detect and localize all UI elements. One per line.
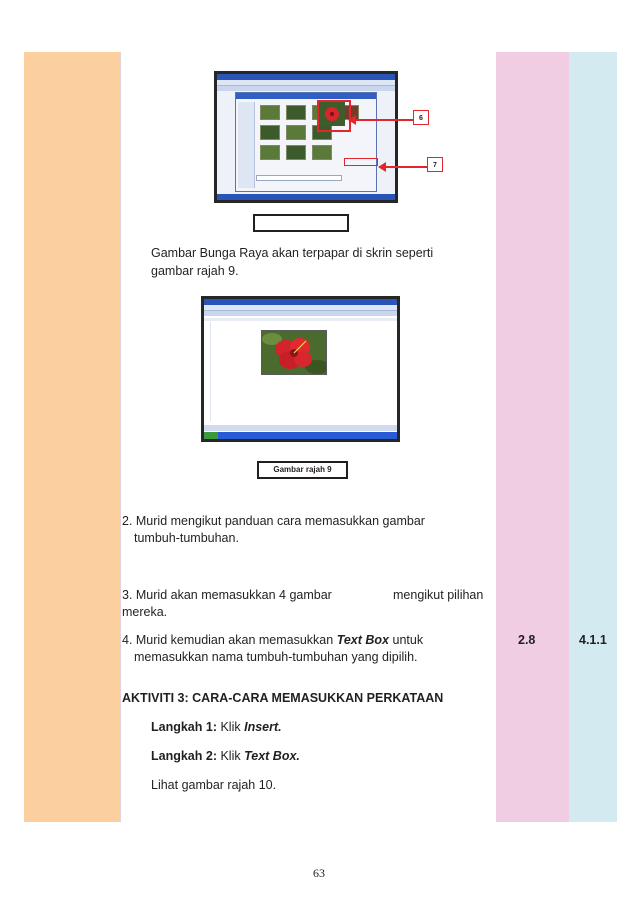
step4-line1: 4. Murid kemudian akan memasukkan Text Box untuk <box>122 633 424 647</box>
ruler <box>204 318 397 321</box>
step3-line1-a: 3. Murid akan memasukkan 4 gambar <box>122 588 332 602</box>
column-value-4-1-1: 4.1.1 <box>579 633 607 647</box>
intro-text-line1: Gambar Bunga Raya akan terpapar di skrin seperti <box>151 246 434 260</box>
step3-line1-b: mengikut pilihan <box>393 588 484 602</box>
start-button <box>204 432 218 439</box>
figure-caption: Gambar rajah 9 <box>257 461 348 479</box>
windows-taskbar <box>204 432 397 439</box>
hibiscus-thumbnail <box>319 102 345 126</box>
window-toolbar <box>204 311 397 316</box>
figure-caption-box <box>253 214 349 232</box>
drawing-toolbar <box>204 425 397 431</box>
column-value-2-8: 2.8 <box>518 633 536 647</box>
arrow-6-line <box>354 119 414 121</box>
word-document-screenshot <box>201 296 400 442</box>
step2-line1: 2. Murid mengikut panduan cara memasukkan gambar <box>122 514 425 528</box>
places-bar <box>238 102 255 188</box>
arrow-6-head <box>348 115 356 125</box>
arrow-7-head <box>378 162 386 172</box>
step2-line2: tumbuh-tumbuhan. <box>134 531 239 545</box>
thumbnail-image <box>286 105 306 120</box>
arrow-7-line <box>385 166 428 168</box>
left-column-band <box>24 52 120 822</box>
blue-column-band <box>569 52 617 822</box>
page-number: 63 <box>313 866 325 880</box>
callout-7: 7 <box>427 157 443 172</box>
insert-button-highlight <box>344 158 378 166</box>
pink-column-band <box>496 52 569 822</box>
thumbnail-image <box>260 125 280 140</box>
thumbnail-image <box>260 145 280 160</box>
hibiscus-icon <box>262 331 326 374</box>
step-1-line: Langkah 1: Klik Insert. <box>151 720 282 734</box>
step4-line2: memasukkan nama tumbuh-tumbuhan yang dipilih. <box>134 650 418 664</box>
thumbnail-image <box>312 145 332 160</box>
insert-picture-dialog <box>235 92 377 192</box>
intro-text-line2: gambar rajah 9. <box>151 264 239 278</box>
step-2-line: Langkah 2: Klik Text Box. <box>151 749 300 763</box>
thumbnail-image <box>260 105 280 120</box>
filename-field <box>256 175 342 181</box>
column-divider <box>120 52 121 822</box>
insert-picture-screenshot <box>214 71 398 203</box>
callout-6: 6 <box>413 110 429 125</box>
activity-heading: AKTIVITI 3: CARA-CARA MEMASUKKAN PERKATAAN <box>122 691 444 705</box>
step3-line2: mereka. <box>122 605 168 619</box>
thumbnail-image <box>286 145 306 160</box>
hibiscus-picture <box>261 330 327 375</box>
window-toolbar <box>217 86 395 91</box>
selected-flower-highlight <box>317 100 351 132</box>
thumbnail-image <box>286 125 306 140</box>
see-figure-text: Lihat gambar rajah 10. <box>151 778 277 792</box>
